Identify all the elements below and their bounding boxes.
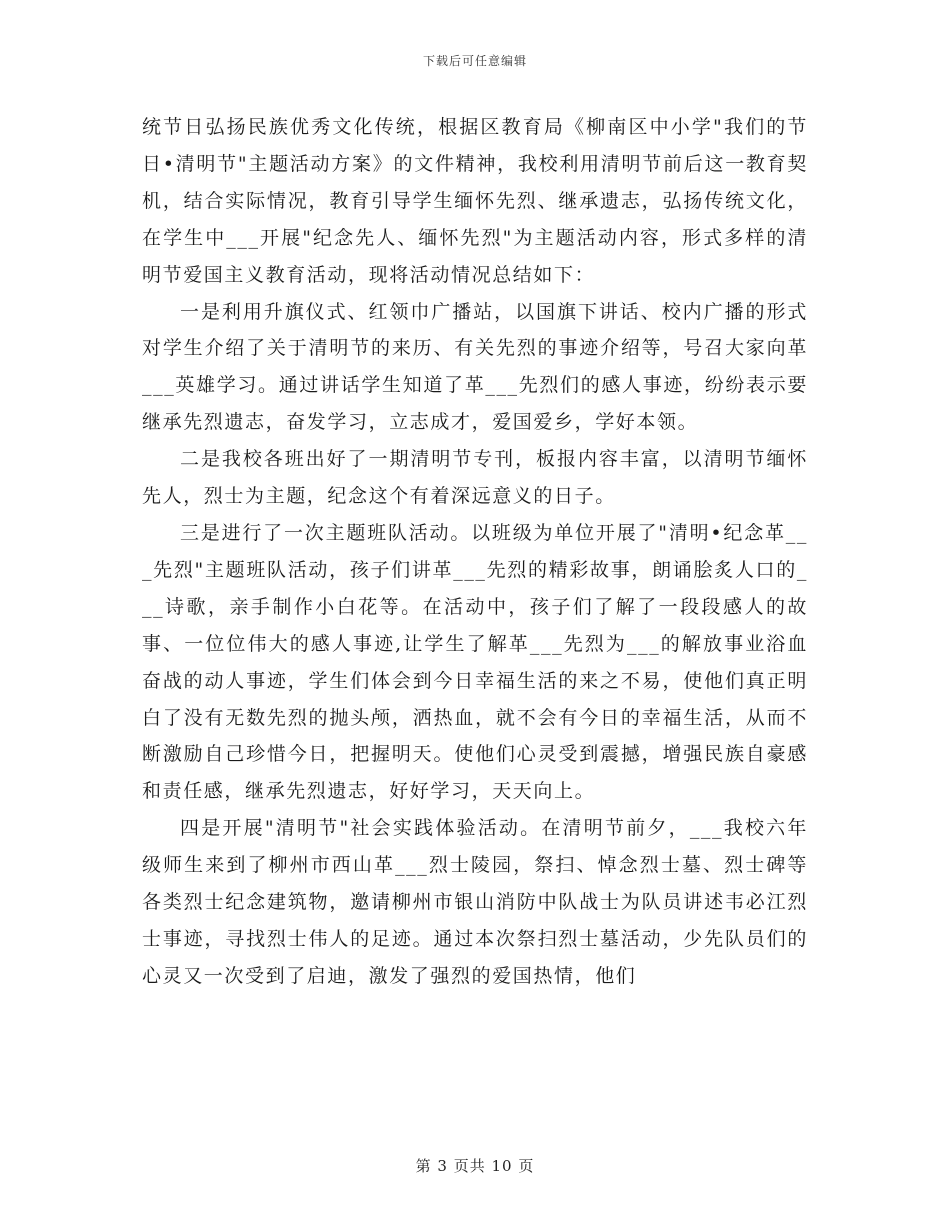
paragraph-item-4: 四是开展"清明节"社会实践体验活动。在清明节前夕，___我校六年级师生来到了柳州市西山革___烈士陵园，祭扫、悼念烈士墓、烈士碑等各类烈士纪念建筑物，邀请柳州市银山消防中队战士为队员讲述韦必江烈士事迹，寻找烈士伟人的足迹。通过本次祭扫烈士墓活动，少先队员们的心灵又一次受到了启迪，激发了强烈的爱国热情，他们: [142, 817, 808, 987]
paragraph-item-2: 二是我校各班出好了一期清明节专刊，板报内容丰富，以清明节缅怀先人，烈士为主题，纪念这个有着深远意义的日子。: [142, 448, 808, 508]
document-body: [142, 109, 808, 995]
paragraph-item-1: 一是利用升旗仪式、红领巾广播站，以国旗下讲话、校内广播的形式对学生介绍了关于清明节的来历、有关先烈的事迹介绍等，号召大家向革___英雄学习。通过讲话学生知道了革___先烈们的感人事迹，纷纷表示要继承先烈遗志，奋发学习，立志成才，爱国爱乡，学好本领。: [142, 300, 808, 434]
page-header: 下载后可任意编辑: [422, 54, 527, 68]
paragraph-intro: 统节日弘扬民族优秀文化传统，根据区教育局《柳南区中小学"我们的节日•清明节"主题活动方案》的文件精神，我校利用清明节前后这一教育契机，结合实际情况，教育引导学生缅怀先烈、继承遗志，弘扬传统文化，在学生中___开展"纪念先人、缅怀先烈"为主题活动内容，形式多样的清明节爱国主义教育活动，现将活动情况总结如下：: [142, 116, 808, 286]
paragraph-item-3: 三是进行了一次主题班队活动。以班级为单位开展了"清明•纪念革___先烈"主题班队活动，孩子们讲革___先烈的精彩故事，朗诵脍炙人口的___诗歌，亲手制作小白花等。在活动中，孩子们了解了一段段感人的故事、一位位伟大的感人事迹,让学生了解革___先烈为___的解放事业浴血奋战的动人事迹，学生们体会到今日幸福生活的来之不易，使他们真正明白了没有无数先烈的抛头颅，洒热血，就不会有今日的幸福生活，从而不断激励自己珍惜今日，把握明天。使他们心灵受到震撼，增强民族自豪感和责任感，继承先烈遗志，好好学习，天天向上。: [142, 521, 808, 803]
page-footer: 第 3 页共 10 页: [415, 1157, 535, 1175]
